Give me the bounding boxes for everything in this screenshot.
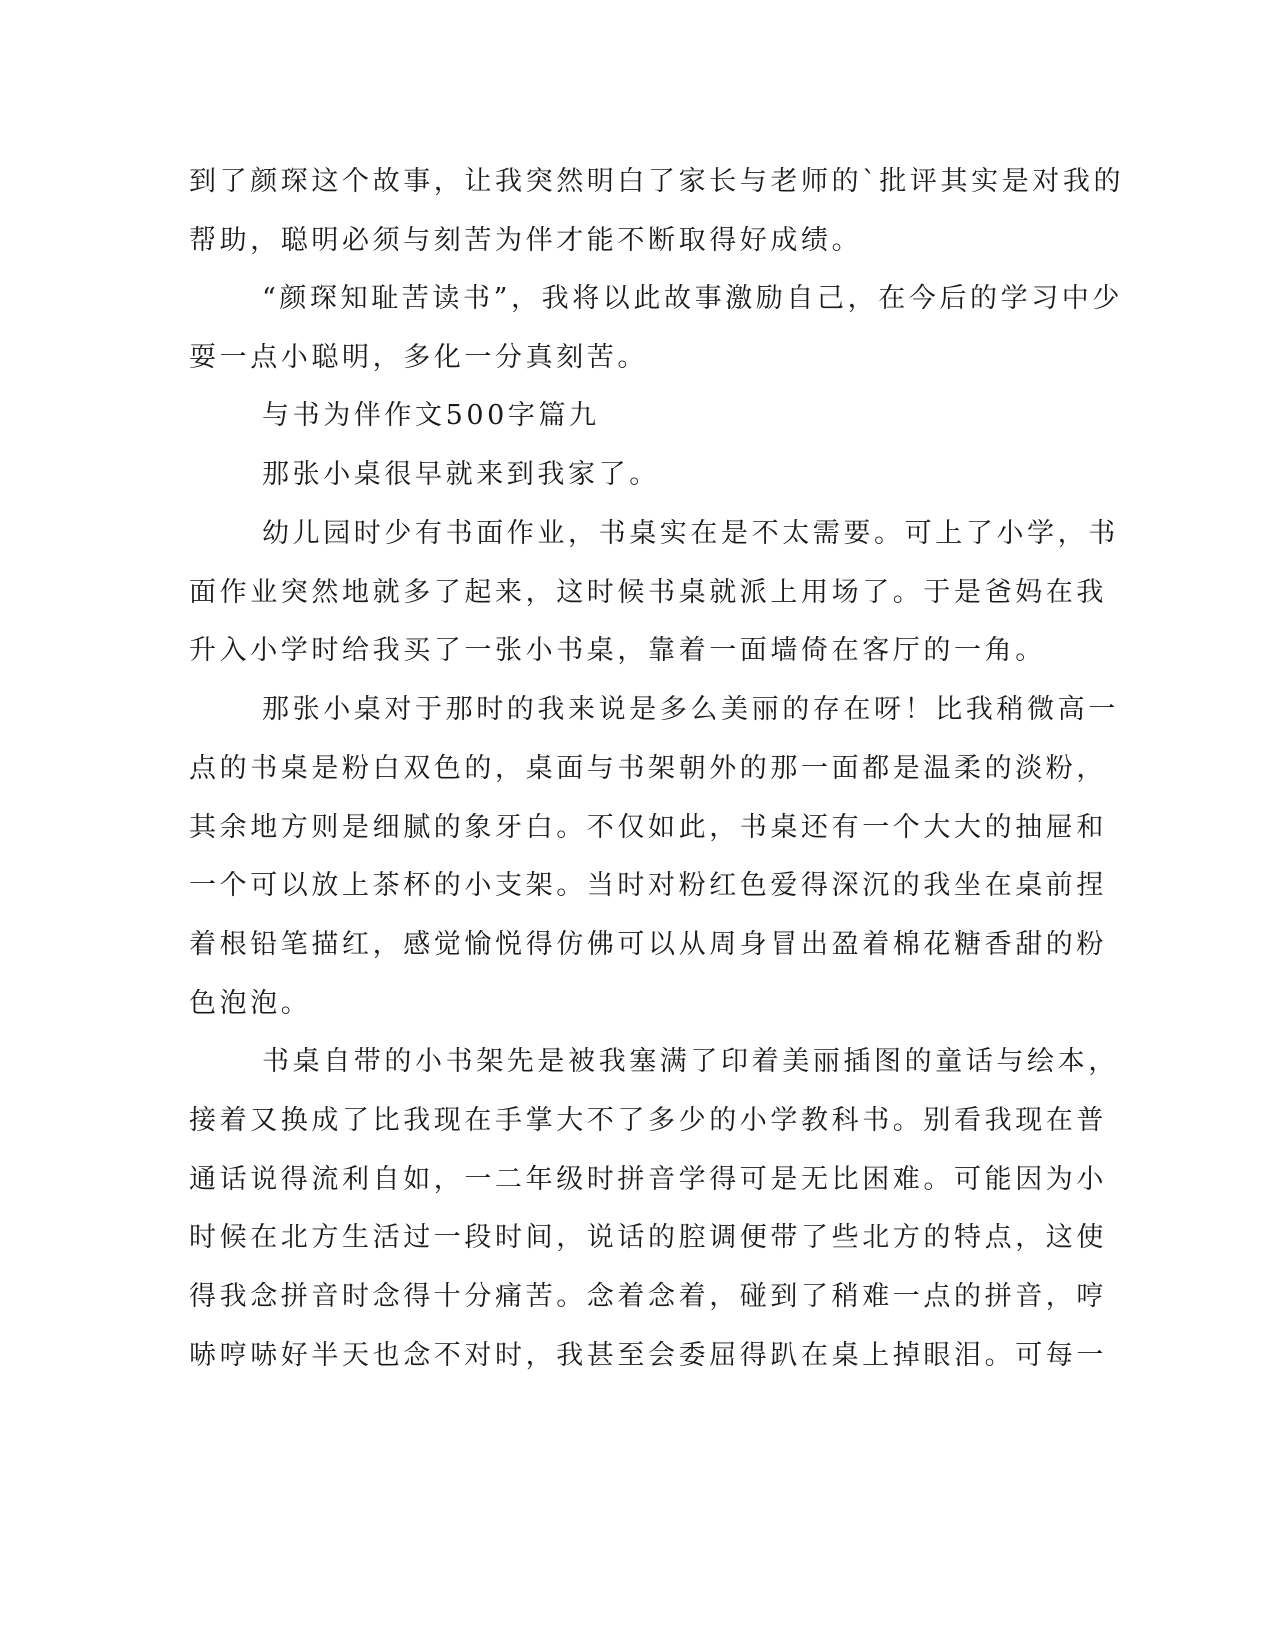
body-line: 耍一点小聪明，多化一分真刻苦。 <box>189 342 648 373</box>
body-line: 那张小桌很早就来到我家了。 <box>262 459 660 490</box>
body-line: 时候在北方生活过一段时间，说话的腔调便带了些北方的特点，这使 <box>189 1222 1107 1253</box>
body-line: 升入小学时给我买了一张小书桌，靠着一面墙倚在客厅的一角。 <box>189 635 1046 666</box>
body-line: 色泡泡。 <box>189 988 312 1019</box>
body-line: 得我念拼音时念得十分痛苦。念着念着，碰到了稍难一点的拼音，哼 <box>189 1281 1107 1312</box>
body-line: 到了颜琛这个故事，让我突然明白了家长与老师的`批评其实是对我的 <box>189 166 1125 197</box>
body-line: 哧哼哧好半天也念不对时，我甚至会委屈得趴在桌上掉眼泪。可每一 <box>189 1340 1107 1371</box>
body-line: 那张小桌对于那时的我来说是多么美丽的存在呀！比我稍微高一 <box>262 694 1119 725</box>
body-line: 通话说得流利自如，一二年级时拼音学得可是无比困难。可能因为小 <box>189 1164 1107 1195</box>
body-line: “颜琛知耻苦读书”，我将以此故事激励自己，在今后的学习中少 <box>262 283 1124 314</box>
body-line: 点的书桌是粉白双色的，桌面与书架朝外的那一面都是温柔的淡粉， <box>189 753 1107 784</box>
body-line: 一个可以放上茶杯的小支架。当时对粉红色爱得深沉的我坐在桌前捏 <box>189 870 1107 901</box>
body-line: 幼儿园时少有书面作业，书桌实在是不太需要。可上了小学，书 <box>262 518 1119 549</box>
body-line: 帮助，聪明必须与刻苦为伴才能不断取得好成绩。 <box>189 225 863 256</box>
body-line: 着根铅笔描红，感觉愉悦得仿佛可以从周身冒出盈着棉花糖香甜的粉 <box>189 929 1107 960</box>
section-heading: 与书为伴作文500字篇九 <box>262 400 600 431</box>
body-line: 书桌自带的小书架先是被我塞满了印着美丽插图的童话与绘本， <box>262 1046 1119 1077</box>
body-line: 接着又换成了比我现在手掌大不了多少的小学教科书。别看我现在普 <box>189 1105 1107 1136</box>
body-line: 面作业突然地就多了起来，这时候书桌就派上用场了。于是爸妈在我 <box>189 577 1107 608</box>
body-line: 其余地方则是细腻的象牙白。不仅如此，书桌还有一个大大的抽屉和 <box>189 812 1107 843</box>
